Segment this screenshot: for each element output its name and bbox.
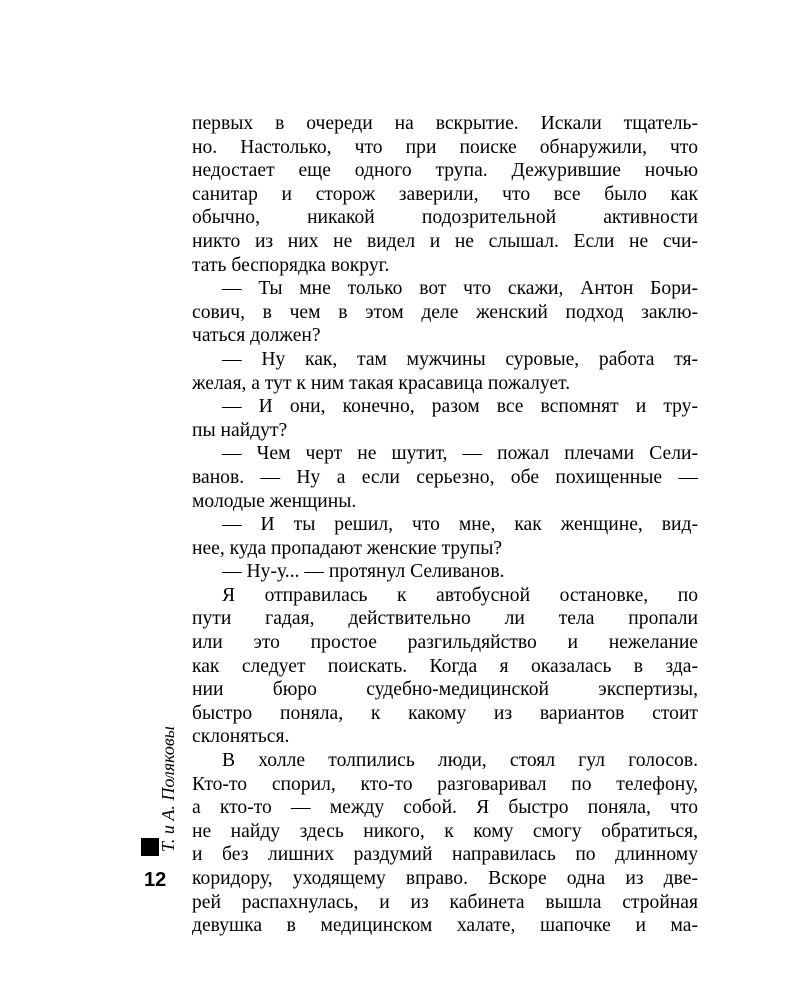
- text-line: девушка в медицинском халате, шапочке и ма-: [192, 915, 698, 937]
- text-line: Я отправилась к автобусной остановке, по: [222, 584, 698, 606]
- text-line: пути гадая, действительно ли тела пропали: [192, 608, 698, 630]
- body-text: [192, 112, 698, 938]
- text-line: как следует поискать. Когда я оказалась в зда-: [192, 655, 698, 677]
- text-line: и без лишних раздумий направилась по длинному: [192, 844, 698, 866]
- text-line: ванов. — Ну а если серьезно, обе похищенные —: [192, 466, 698, 488]
- running-head-authors: Т. и А. Поляковы: [158, 726, 178, 852]
- square-marker-icon: [141, 838, 159, 856]
- text-line: — Ну-у... — протянул Селиванов.: [222, 561, 505, 583]
- text-line: сович, в чем в этом деле женский подход заклю-: [192, 301, 698, 323]
- text-line: В холле толпились люди, стоял гул голосов.: [222, 750, 698, 772]
- text-line: санитар и сторож заверили, что все было как: [192, 183, 698, 205]
- page-number: 12: [144, 869, 167, 891]
- text-line: — И они, конечно, разом все вспомнят и тру-: [222, 396, 698, 418]
- text-line: молодые женщины.: [192, 490, 357, 512]
- text-line: — Ну как, там мужчины суровые, работа тя-: [222, 348, 698, 370]
- text-line: нии бюро судебно-медицинской экспертизы,: [192, 679, 698, 701]
- text-line: пы найдут?: [192, 419, 288, 441]
- text-line: а кто-то — между собой. Я быстро поняла, что: [192, 797, 698, 819]
- text-line: рей распахнулась, и из кабинета вышла стройная: [192, 891, 698, 913]
- text-line: нее, куда пропадают женские трупы?: [192, 537, 503, 559]
- text-line: желая, а тут к ним такая красавица пожалует.: [192, 372, 571, 394]
- text-line: склоняться.: [192, 726, 290, 748]
- text-line: — Чем черт не шутит, — пожал плечами Сели-: [222, 443, 698, 465]
- text-line: недостает еще одного трупа. Дежурившие ночью: [192, 160, 698, 182]
- text-line: — Ты мне только вот что скажи, Антон Бори-: [222, 278, 698, 300]
- text-line: Кто-то спорил, кто-то разговаривал по телефону,: [192, 773, 698, 795]
- text-line: быстро поняла, к какому из вариантов стоит: [192, 702, 698, 724]
- text-line: — И ты решил, что мне, как женщине, вид-: [222, 514, 698, 536]
- text-line: обычно, никакой подозрительной активности: [192, 207, 698, 229]
- text-line: первых в очереди на вскрытие. Искали тщатель-: [192, 113, 698, 134]
- text-line: или это простое разгильдяйство и нежелание: [192, 632, 698, 654]
- text-line: но. Настолько, что при поиске обнаружили, что: [192, 136, 698, 158]
- text-line: никто из них не видел и не слышал. Если не счи-: [192, 230, 698, 252]
- text-line: чаться должен?: [192, 325, 321, 347]
- text-line: не найду здесь никого, к кому смогу обратиться,: [192, 820, 698, 842]
- text-line: коридору, уходящему вправо. Вскоре одна из две-: [192, 868, 698, 889]
- text-line: тать беспорядка вокруг.: [192, 254, 390, 276]
